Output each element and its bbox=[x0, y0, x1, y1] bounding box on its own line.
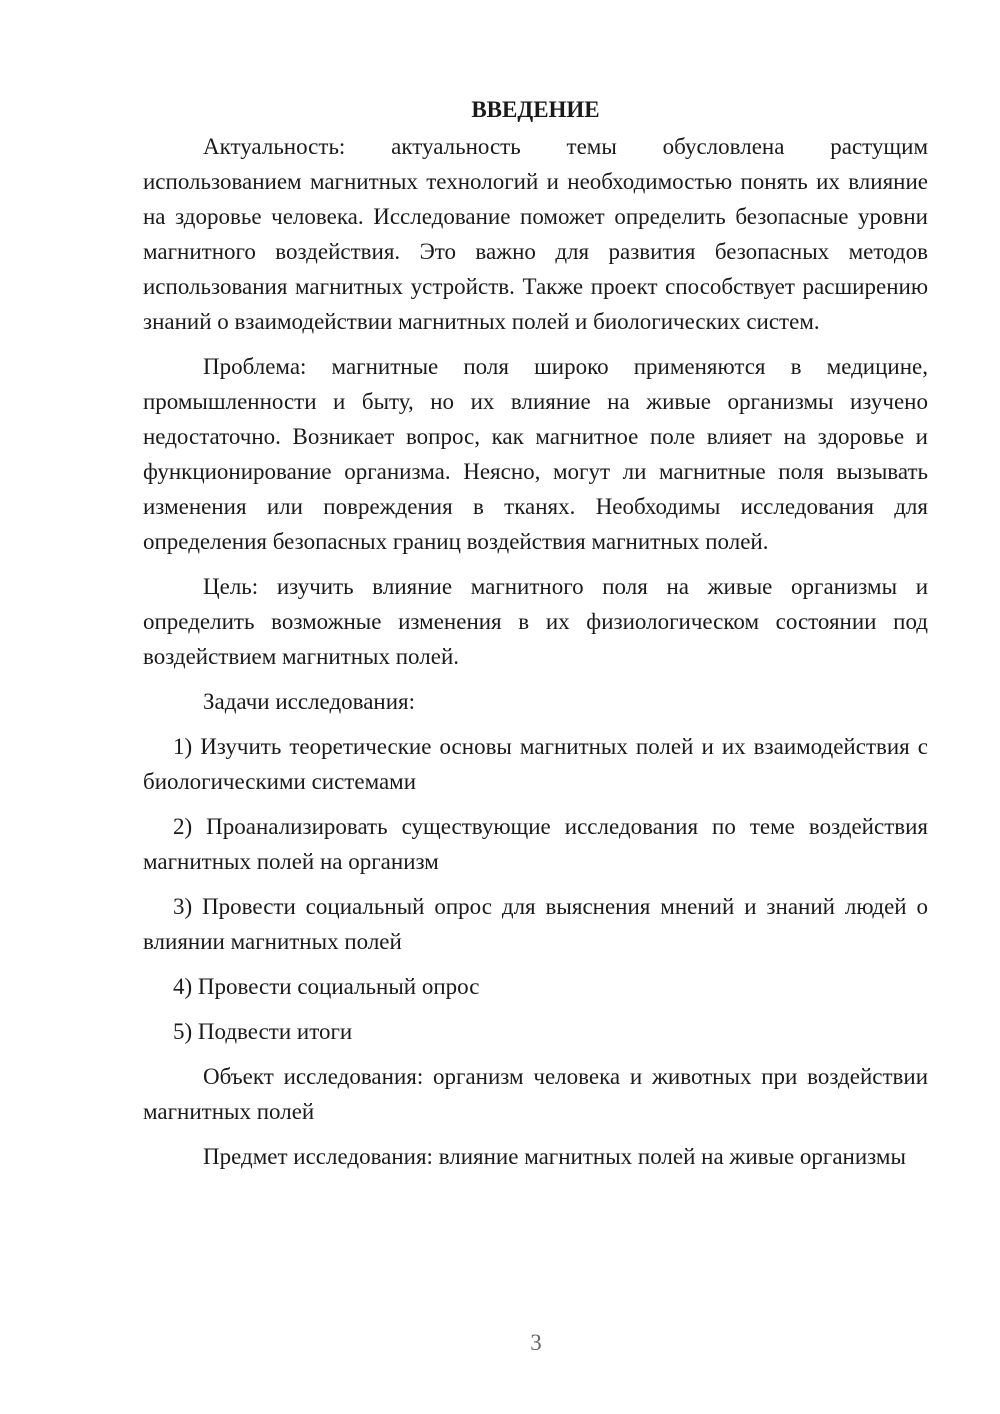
task-item-1: 1) Изучить теоретические основы магнитных полей и их взаимодействия с биологическими системами bbox=[143, 734, 928, 794]
relevance-paragraph: Актуальность: актуальность темы обусловлена растущим использованием магнитных технологий и необходимостью понять их влияние на здоровье человека. Исследование поможет определить безопасные уровни магнитного воздействия. Это важно для развития безопасных методов использования магнитных устройств. Также проект способствует расширению знаний о взаимодействии магнитных полей и биологических систем. bbox=[143, 134, 928, 334]
task-item-2: 2) Проанализировать существующие исследования по теме воздействия магнитных полей на организм bbox=[143, 814, 928, 874]
task-item-4: 4) Провести социальный опрос bbox=[173, 974, 480, 999]
tasks-heading: Задачи исследования: bbox=[203, 689, 416, 714]
task-item-3: 3) Провести социальный опрос для выяснения мнений и знаний людей о влиянии магнитных полей bbox=[143, 894, 928, 954]
problem-paragraph: Проблема: магнитные поля широко применяются в медицине, промышленности и быту, но их влияние на живые организмы изучено недостаточно. Возникает вопрос, как магнитное поле влияет на здоровье и функционирование организма. Неясно, могут ли магнитные поля вызывать изменения или повреждения в тканях. Необходимы исследования для определения безопасных границ воздействия магнитных полей. bbox=[143, 354, 928, 554]
section-title: ВВЕДЕНИЕ bbox=[471, 97, 600, 122]
page-number: 3 bbox=[530, 1330, 542, 1355]
object-paragraph: Объект исследования: организм человека и животных при воздействии магнитных полей bbox=[143, 1064, 928, 1124]
goal-paragraph: Цель: изучить влияние магнитного поля на живые организмы и определить возможные изменения в их физиологическом состоянии под воздействием магнитных полей. bbox=[143, 574, 928, 669]
task-item-5: 5) Подвести итоги bbox=[173, 1019, 353, 1044]
subject-paragraph: Предмет исследования: влияние магнитных полей на живые организмы bbox=[203, 1144, 906, 1169]
page-content bbox=[143, 92, 928, 1184]
